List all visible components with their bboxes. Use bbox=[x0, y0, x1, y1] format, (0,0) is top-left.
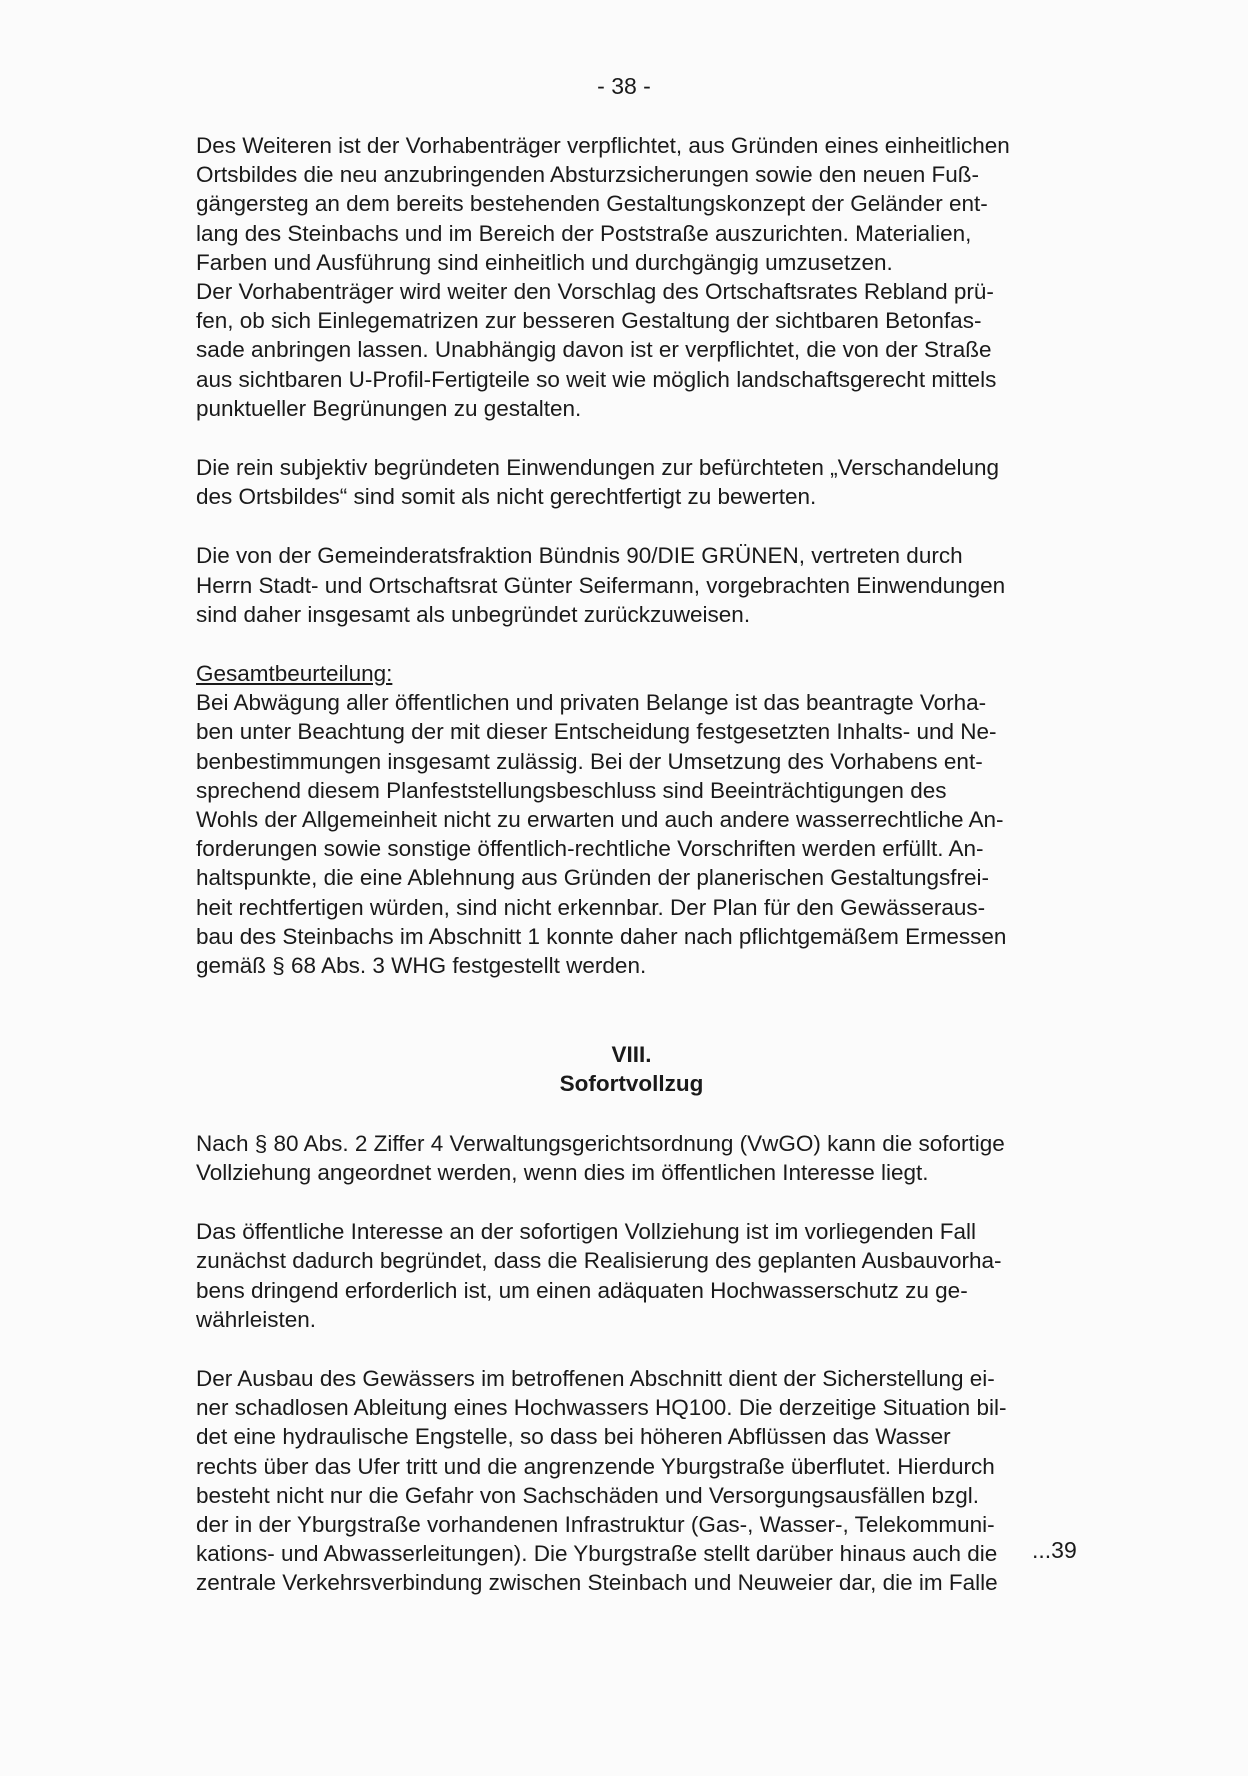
text-line: zunächst dadurch begründet, dass die Realisierung des geplanten Ausbauvorha- bbox=[196, 1248, 1002, 1274]
text-line: kations- und Abwasserleitungen). Die Yburgstraße stellt darüber hinaus auch die bbox=[196, 1541, 998, 1567]
text-line: lang des Steinbachs und im Bereich der Poststraße auszurichten. Materialien, bbox=[196, 220, 972, 246]
page-number: - 38 - bbox=[597, 73, 651, 99]
section-title: Sofortvollzug bbox=[559, 1071, 704, 1097]
next-page-reference: ...39 bbox=[1032, 1537, 1077, 1563]
text-line: bau des Steinbachs im Abschnitt 1 konnte daher nach pflichtgemäßem Ermessen bbox=[196, 923, 1007, 949]
text-line: sind daher insgesamt als unbegründet zurückzuweisen. bbox=[196, 601, 751, 627]
text-line: Farben und Ausführung sind einheitlich und durchgängig umzusetzen. bbox=[196, 249, 893, 275]
text-line: gängersteg an dem bereits bestehenden Gestaltungskonzept der Geländer ent- bbox=[196, 191, 988, 217]
text-line: Wohls der Allgemeinheit nicht zu erwarten und auch andere wasserrechtliche An- bbox=[196, 807, 1004, 833]
subheading-overall-assessment: Gesamtbeurteilung: bbox=[196, 661, 393, 687]
text-line: fen, ob sich Einlegematrizen zur besseren Gestaltung der sichtbaren Betonfas- bbox=[196, 308, 982, 334]
text-line: Nach § 80 Abs. 2 Ziffer 4 Verwaltungsgerichtsordnung (VwGO) kann die sofortige bbox=[196, 1130, 1005, 1156]
text-line: Die rein subjektiv begründeten Einwendungen zur befürchteten „Verschandelung bbox=[196, 455, 1000, 481]
text-line: Das öffentliche Interesse an der sofortigen Vollziehung ist im vorliegenden Fall bbox=[196, 1219, 977, 1245]
section-heading bbox=[182, 1040, 1081, 1098]
text-line: Herrn Stadt- und Ortschaftsrat Günter Seifermann, vorgebrachten Einwendungen bbox=[196, 572, 1006, 598]
text-line: Der Vorhabenträger wird weiter den Vorschlag des Ortschaftsrates Rebland prü- bbox=[196, 279, 994, 305]
text-line: forderungen sowie sonstige öffentlich-rechtliche Vorschriften werden erfüllt. An- bbox=[196, 836, 984, 862]
paragraph-gap bbox=[196, 1334, 1081, 1364]
text-line: Bei Abwägung aller öffentlichen und privaten Belange ist das beantragte Vorha- bbox=[196, 690, 987, 716]
text-line: Die von der Gemeinderatsfraktion Bündnis 90/DIE GRÜNEN, vertreten durch bbox=[196, 543, 963, 569]
text-line: benbestimmungen insgesamt zulässig. Bei der Umsetzung des Vorhabens ent- bbox=[196, 748, 983, 774]
text-line: zentrale Verkehrsverbindung zwischen Steinbach und Neuweier dar, die im Falle bbox=[196, 1570, 998, 1596]
paragraph-gap bbox=[196, 1099, 1081, 1129]
text-line: aus sichtbaren U-Profil-Fertigteile so weit wie möglich landschaftsgerecht mittels bbox=[196, 366, 997, 392]
text-line: sprechend diesem Planfeststellungsbeschluss sind Beeinträchtigungen des bbox=[196, 777, 947, 803]
text-line: det eine hydraulische Engstelle, so dass bei höheren Abflüssen das Wasser bbox=[196, 1424, 951, 1450]
text-line: ner schadlosen Ableitung eines Hochwassers HQ100. Die derzeitige Situation bil- bbox=[196, 1395, 1007, 1421]
paragraph-public-interest bbox=[196, 1217, 1081, 1334]
paragraph-flood-protection bbox=[196, 1364, 1081, 1598]
text-line: des Ortsbildes“ sind somit als nicht gerechtfertigt zu bewerten. bbox=[196, 484, 817, 510]
text-line: Ortsbildes die neu anzubringenden Absturzsicherungen sowie den neuen Fuß- bbox=[196, 162, 979, 188]
text-line: rechts über das Ufer tritt und die angrenzende Yburgstraße überflutet. Hierdurch bbox=[196, 1453, 995, 1479]
paragraph-gap bbox=[196, 980, 1081, 1010]
paragraph-gap bbox=[196, 423, 1081, 453]
text-line: der in der Yburgstraße vorhandenen Infrastruktur (Gas-, Wasser-, Telekommuni- bbox=[196, 1511, 995, 1537]
text-line: Des Weiteren ist der Vorhabenträger verpflichtet, aus Gründen eines einheitlichen bbox=[196, 133, 1010, 158]
text-line: gemäß § 68 Abs. 3 WHG festgestellt werden. bbox=[196, 953, 647, 979]
paragraph-gap bbox=[196, 1010, 1081, 1040]
body-text bbox=[196, 131, 1081, 1598]
section-number: VIII. bbox=[611, 1042, 652, 1068]
paragraph-overall-assessment bbox=[196, 659, 1081, 980]
paragraph-design-obligations bbox=[196, 131, 1081, 423]
paragraph-gap bbox=[196, 629, 1081, 659]
text-line: heit rechtfertigen würden, sind nicht erkennbar. Der Plan für den Gewässeraus- bbox=[196, 894, 986, 920]
paragraph-objections-assessment bbox=[196, 453, 1081, 511]
paragraph-legal-basis bbox=[196, 1129, 1081, 1187]
text-line: besteht nicht nur die Gefahr von Sachschäden und Versorgungsausfällen bzgl. bbox=[196, 1482, 980, 1508]
text-line: haltspunkte, die eine Ablehnung aus Gründen der planerischen Gestaltungsfrei- bbox=[196, 865, 990, 891]
text-line: Vollziehung angeordnet werden, wenn dies im öffentlichen Interesse liegt. bbox=[196, 1159, 929, 1185]
text-line: bens dringend erforderlich ist, um einen adäquaten Hochwasserschutz zu ge- bbox=[196, 1277, 968, 1303]
text-line: sade anbringen lassen. Unabhängig davon ist er verpflichtet, die von der Straße bbox=[196, 337, 992, 363]
text-line: Der Ausbau des Gewässers im betroffenen Abschnitt dient der Sicherstellung ei- bbox=[196, 1365, 995, 1391]
paragraph-objections-rejected bbox=[196, 541, 1081, 629]
paragraph-gap bbox=[196, 1187, 1081, 1217]
paragraph-gap bbox=[196, 511, 1081, 541]
text-line: währleisten. bbox=[196, 1306, 317, 1332]
text-line: punktueller Begrünungen zu gestalten. bbox=[196, 395, 582, 421]
text-line: ben unter Beachtung der mit dieser Entscheidung festgesetzten Inhalts- und Ne- bbox=[196, 719, 997, 745]
